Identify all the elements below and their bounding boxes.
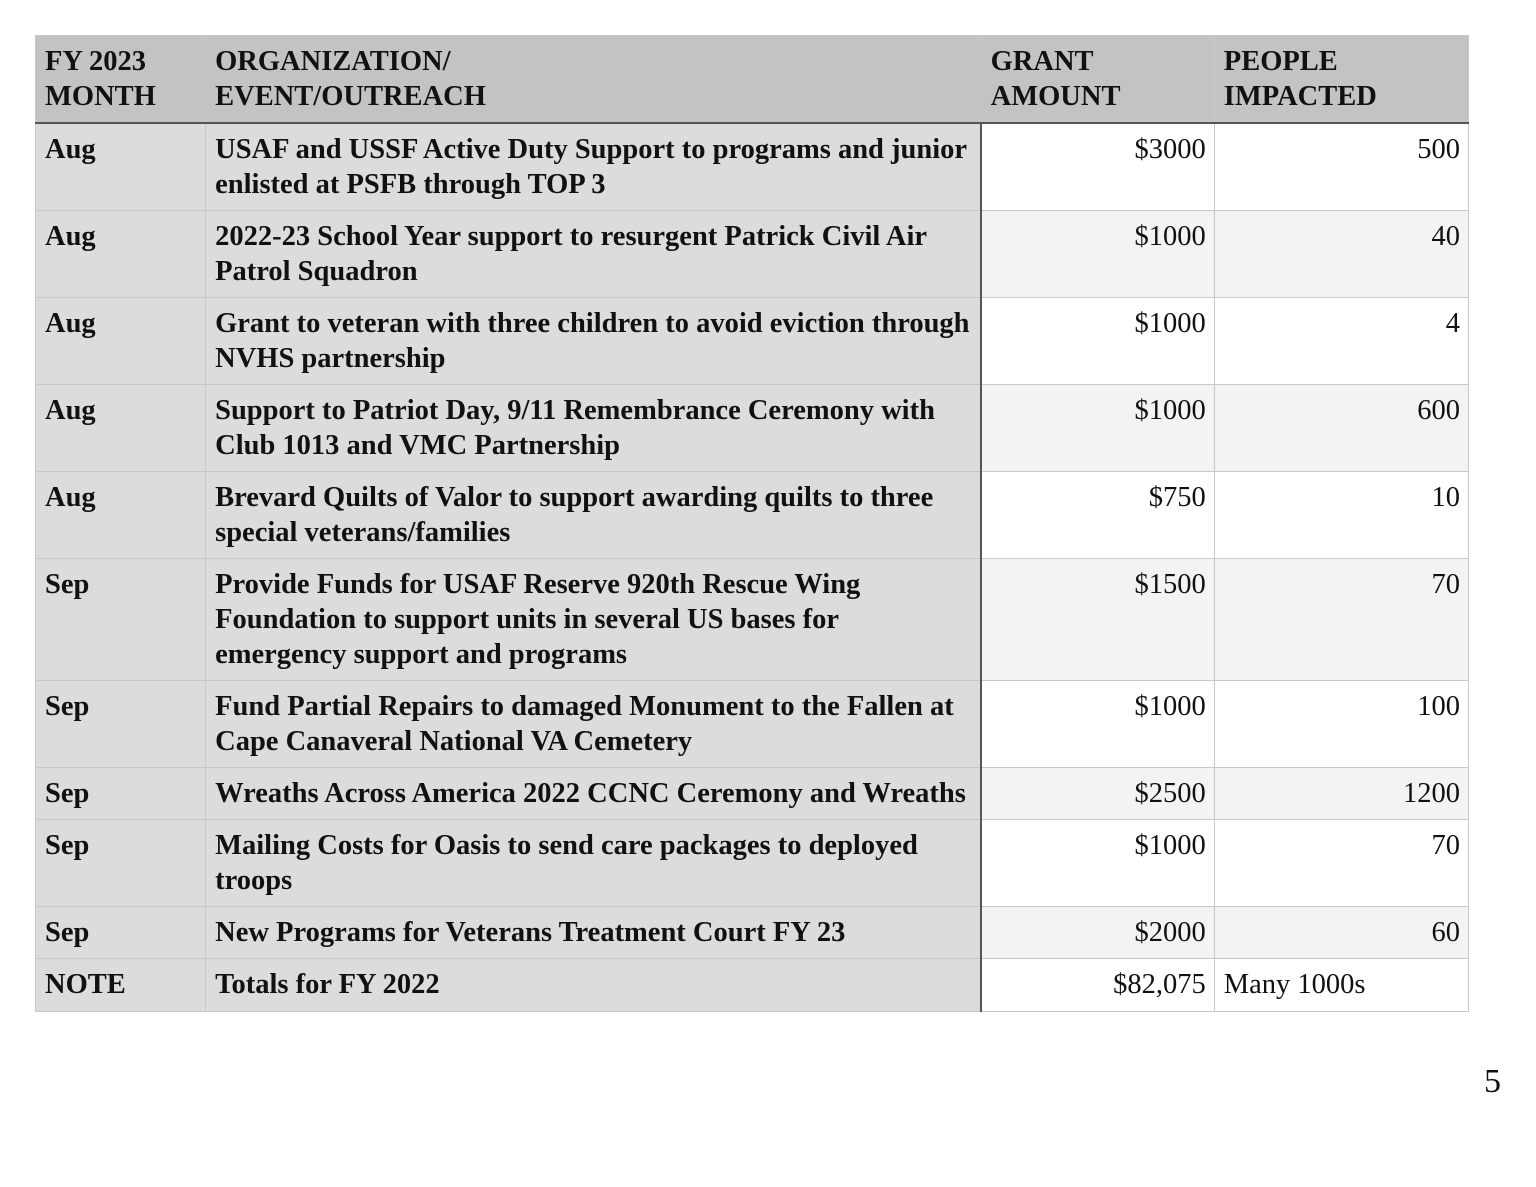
header-grant-amount <box>981 36 1214 124</box>
grant-amount-cell: $1000 <box>981 211 1214 298</box>
people-impacted-cell: 70 <box>1214 559 1468 681</box>
header-org-line2: EVENT/OUTREACH <box>215 81 486 112</box>
header-row <box>36 36 1469 124</box>
header-month-line2: MONTH <box>45 81 156 112</box>
grant-amount-cell: $2500 <box>981 768 1214 820</box>
people-impacted-cell: 70 <box>1214 820 1468 907</box>
month-cell: Aug <box>36 123 206 211</box>
table-row <box>36 681 1469 768</box>
totals-people-cell: Many 1000s <box>1214 959 1468 1012</box>
organization-cell: Mailing Costs for Oasis to send care packages to deployed troops <box>206 820 982 907</box>
table-row <box>36 559 1469 681</box>
grant-amount-cell: $3000 <box>981 123 1214 211</box>
header-month <box>36 36 206 124</box>
header-organization <box>206 36 982 124</box>
organization-cell: New Programs for Veterans Treatment Court FY 23 <box>206 907 982 959</box>
grant-amount-cell: $1000 <box>981 298 1214 385</box>
grant-amount-cell: $1500 <box>981 559 1214 681</box>
table-row <box>36 298 1469 385</box>
people-impacted-cell: 600 <box>1214 385 1468 472</box>
month-cell: Sep <box>36 559 206 681</box>
people-impacted-cell: 60 <box>1214 907 1468 959</box>
month-cell: Sep <box>36 768 206 820</box>
month-cell: Sep <box>36 907 206 959</box>
header-month-line1: FY 2023 <box>45 46 147 77</box>
month-cell: Aug <box>36 472 206 559</box>
people-impacted-cell: 10 <box>1214 472 1468 559</box>
grant-amount-cell: $750 <box>981 472 1214 559</box>
table-row <box>36 820 1469 907</box>
organization-cell: Provide Funds for USAF Reserve 920th Rescue Wing Foundation to support units in several US bases for emergency support and programs <box>206 559 982 681</box>
organization-cell: USAF and USSF Active Duty Support to programs and junior enlisted at PSFB through TOP 3 <box>206 123 982 211</box>
grant-table <box>35 35 1469 1012</box>
totals-row <box>36 959 1469 1012</box>
grant-amount-cell: $1000 <box>981 385 1214 472</box>
table-row <box>36 472 1469 559</box>
people-impacted-cell: 100 <box>1214 681 1468 768</box>
page-number: 5 <box>1484 1063 1501 1100</box>
note-cell: NOTE <box>36 959 206 1012</box>
people-impacted-cell: 40 <box>1214 211 1468 298</box>
organization-cell: Support to Patriot Day, 9/11 Remembrance Ceremony with Club 1013 and VMC Partnership <box>206 385 982 472</box>
table-row <box>36 211 1469 298</box>
header-people-line2: IMPACTED <box>1223 81 1377 112</box>
grant-amount-cell: $1000 <box>981 820 1214 907</box>
organization-cell: Grant to veteran with three children to avoid eviction through NVHS partnership <box>206 298 982 385</box>
header-people-line1: PEOPLE <box>1223 46 1338 77</box>
header-people-impacted <box>1214 36 1468 124</box>
table-body <box>36 123 1469 1012</box>
month-cell: Aug <box>36 298 206 385</box>
month-cell: Aug <box>36 385 206 472</box>
table-row <box>36 385 1469 472</box>
month-cell: Sep <box>36 681 206 768</box>
organization-cell: Wreaths Across America 2022 CCNC Ceremony and Wreaths <box>206 768 982 820</box>
table-row <box>36 907 1469 959</box>
totals-grant-cell: $82,075 <box>981 959 1214 1012</box>
month-cell: Sep <box>36 820 206 907</box>
organization-cell: 2022-23 School Year support to resurgent Patrick Civil Air Patrol Squadron <box>206 211 982 298</box>
grant-amount-cell: $2000 <box>981 907 1214 959</box>
table-row <box>36 123 1469 211</box>
header-grant-line2: AMOUNT <box>990 81 1121 112</box>
table-header <box>36 36 1469 124</box>
people-impacted-cell: 1200 <box>1214 768 1468 820</box>
table-row <box>36 768 1469 820</box>
people-impacted-cell: 4 <box>1214 298 1468 385</box>
organization-cell: Brevard Quilts of Valor to support awarding quilts to three special veterans/families <box>206 472 982 559</box>
organization-cell: Fund Partial Repairs to damaged Monument to the Fallen at Cape Canaveral National VA Cemetery <box>206 681 982 768</box>
month-cell: Aug <box>36 211 206 298</box>
header-grant-line1: GRANT <box>990 46 1094 77</box>
grant-amount-cell: $1000 <box>981 681 1214 768</box>
totals-label-cell: Totals for FY 2022 <box>206 959 982 1012</box>
header-org-line1: ORGANIZATION/ <box>215 46 451 77</box>
people-impacted-cell: 500 <box>1214 123 1468 211</box>
